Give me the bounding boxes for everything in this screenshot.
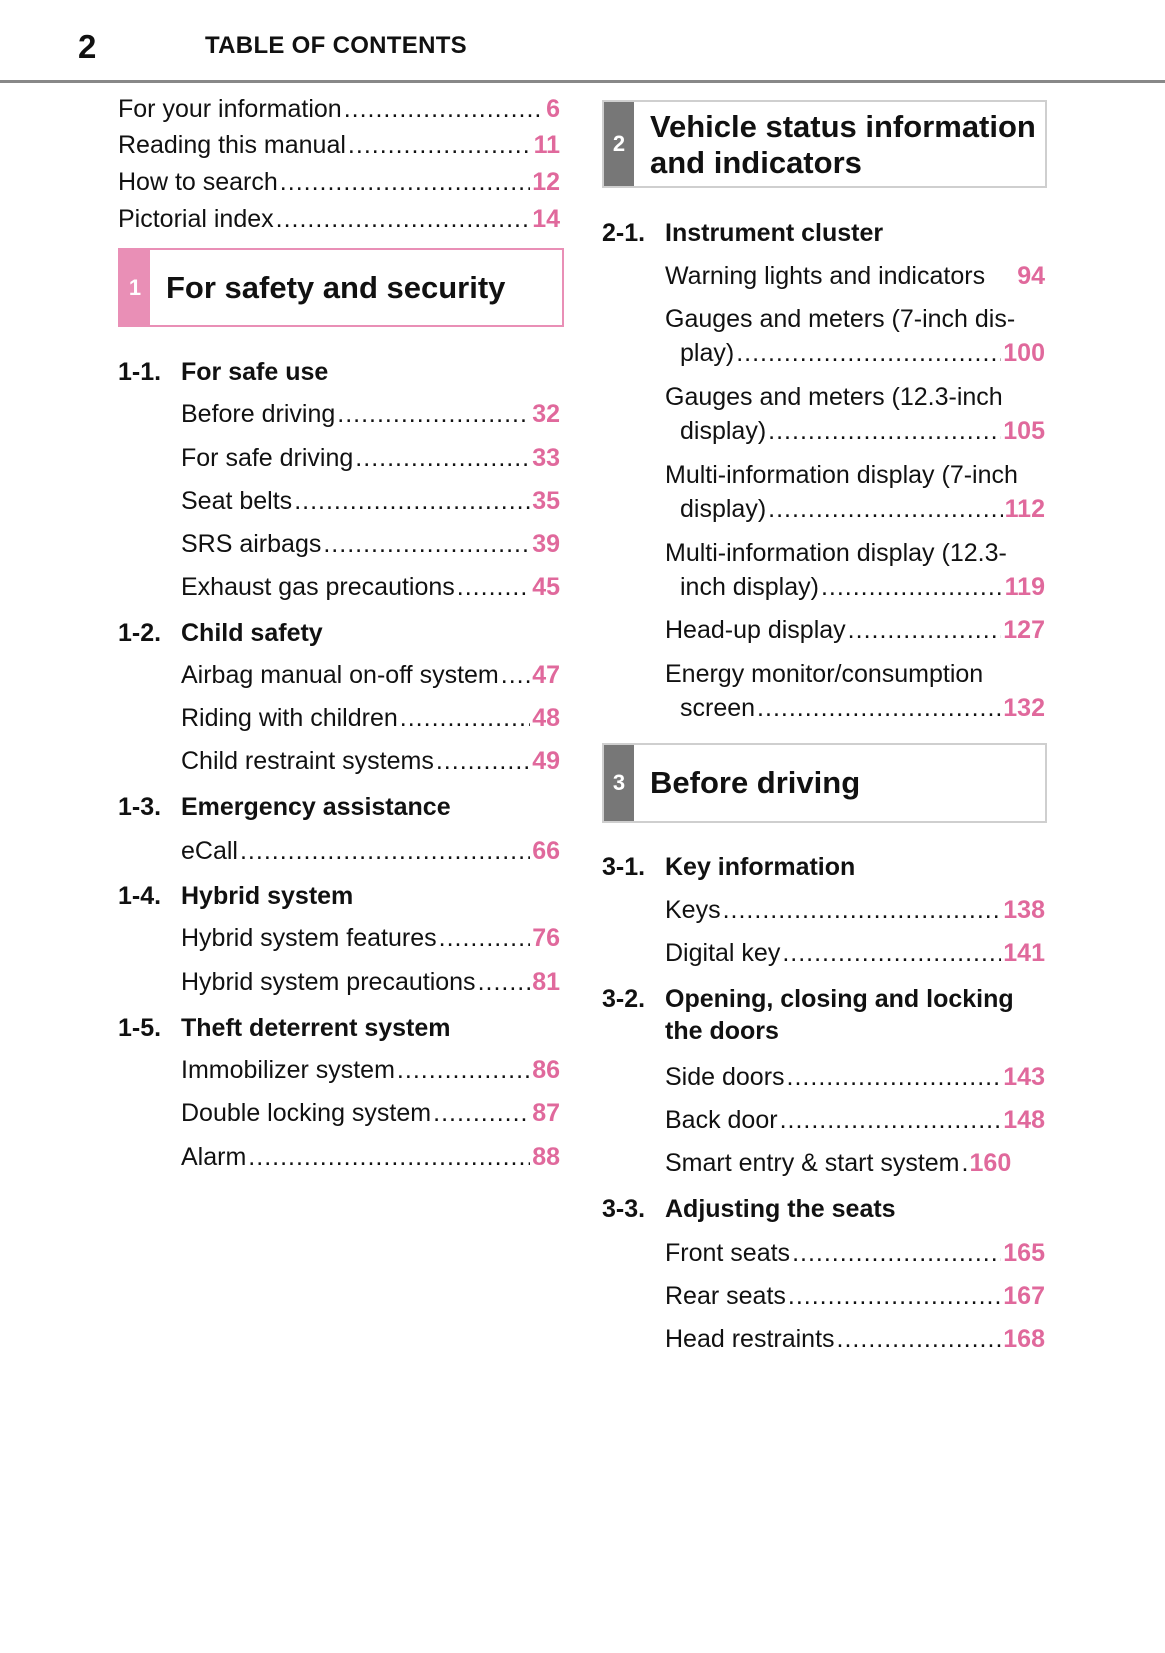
page-title: TABLE OF CONTENTS [205, 32, 467, 59]
toc-entry[interactable]: For your information ..... 6 [118, 94, 560, 124]
toc-entry[interactable]: Pictorial index ..... 14 [118, 204, 560, 234]
chapter-title: For safety and security [166, 270, 506, 305]
toc-entry[interactable]: Side doors ..... 143 [665, 1062, 1045, 1092]
toc-entry[interactable]: Hybrid system precautions ..... 81 [181, 967, 560, 997]
toc-entry[interactable]: Airbag manual on-off system ..... 47 [181, 660, 560, 690]
section-title[interactable]: 1-1. For safe use [118, 358, 329, 386]
toc-entry[interactable]: Smart entry & start system ..... 160 [665, 1148, 1045, 1178]
chapter-title-line-1: Vehicle status information [650, 109, 1036, 144]
section-title[interactable]: 3-3. Adjusting the seats [602, 1195, 896, 1223]
toc-entry-line-1[interactable]: Gauges and meters (7-inch dis- [665, 305, 1016, 333]
toc-entry[interactable]: Exhaust gas precautions ..... 45 [181, 572, 560, 602]
toc-entry[interactable]: Hybrid system features ..... 76 [181, 923, 560, 953]
toc-entry[interactable]: Head restraints ..... 168 [665, 1324, 1045, 1354]
toc-entry[interactable]: Keys ..... 138 [665, 895, 1045, 925]
toc-entry[interactable]: eCall ..... 66 [181, 836, 560, 866]
toc-entry[interactable]: Rear seats ..... 167 [665, 1281, 1045, 1311]
chapter-title: Before driving [650, 765, 861, 800]
toc-entry-line-1[interactable]: Multi-information display (7-inch [665, 461, 1018, 489]
chapter-header[interactable] [602, 100, 1047, 188]
toc-entry[interactable]: Alarm ..... 88 [181, 1142, 560, 1172]
toc-entry-line-2[interactable]: inch display) ..... 119 [680, 572, 1045, 602]
page-number: 2 [78, 28, 97, 65]
toc-entry[interactable]: Digital key ..... 141 [665, 938, 1045, 968]
toc-entry[interactable]: Riding with children ..... 48 [181, 703, 560, 733]
section-title[interactable]: 2-1. Instrument cluster [602, 219, 884, 247]
toc-entry-line-2[interactable]: display) ..... 112 [680, 494, 1045, 524]
section-title[interactable]: 3-2. Opening, closing and locking the doors [602, 985, 1014, 1045]
chapter-header[interactable] [602, 743, 1047, 823]
toc-entry[interactable]: Before driving ..... 32 [181, 399, 560, 429]
toc-entry-line-2[interactable]: screen ..... 132 [680, 693, 1045, 723]
toc-entry[interactable]: Double locking system ..... 87 [181, 1098, 560, 1128]
toc-entry[interactable]: For safe driving ..... 33 [181, 443, 560, 473]
toc-entry[interactable]: Warning lights and indicators 94 [665, 262, 1045, 290]
toc-entry[interactable]: Reading this manual ..... 11 [118, 130, 560, 160]
toc-entry[interactable]: Seat belts ..... 35 [181, 486, 560, 516]
toc-entry-line-1[interactable]: Gauges and meters (12.3-inch [665, 383, 1003, 411]
chapter-header[interactable] [118, 248, 564, 327]
toc-entry-line-2[interactable]: play) ..... 100 [680, 338, 1045, 368]
chapter-number-tab: 2 [604, 102, 634, 186]
section-title[interactable]: 3-1. Key information [602, 853, 856, 881]
toc-entry-line-2[interactable]: display) ..... 105 [680, 416, 1045, 446]
toc-entry[interactable]: How to search ..... 12 [118, 167, 560, 197]
toc-entry-line-1[interactable]: Multi-information display (12.3- [665, 539, 1007, 567]
section-title[interactable]: 1-5. Theft deterrent system [118, 1014, 451, 1042]
toc-entry[interactable]: Immobilizer system ..... 86 [181, 1055, 560, 1085]
toc-entry[interactable]: Head-up display ..... 127 [665, 615, 1045, 645]
toc-entry-line-1[interactable]: Energy monitor/consumption [665, 660, 984, 688]
toc-entry[interactable]: SRS airbags ..... 39 [181, 529, 560, 559]
toc-entry[interactable]: Back door ..... 148 [665, 1105, 1045, 1135]
section-title[interactable]: 1-4. Hybrid system [118, 882, 354, 910]
chapter-title-line-2: and indicators [650, 145, 862, 180]
chapter-number-tab: 1 [120, 250, 150, 325]
page-header [0, 0, 1165, 83]
toc-entry[interactable]: Front seats ..... 165 [665, 1238, 1045, 1268]
chapter-number-tab: 3 [604, 745, 634, 821]
section-title[interactable]: 1-3. Emergency assistance [118, 793, 451, 821]
toc-entry[interactable]: Child restraint systems ..... 49 [181, 746, 560, 776]
section-title[interactable]: 1-2. Child safety [118, 619, 323, 647]
